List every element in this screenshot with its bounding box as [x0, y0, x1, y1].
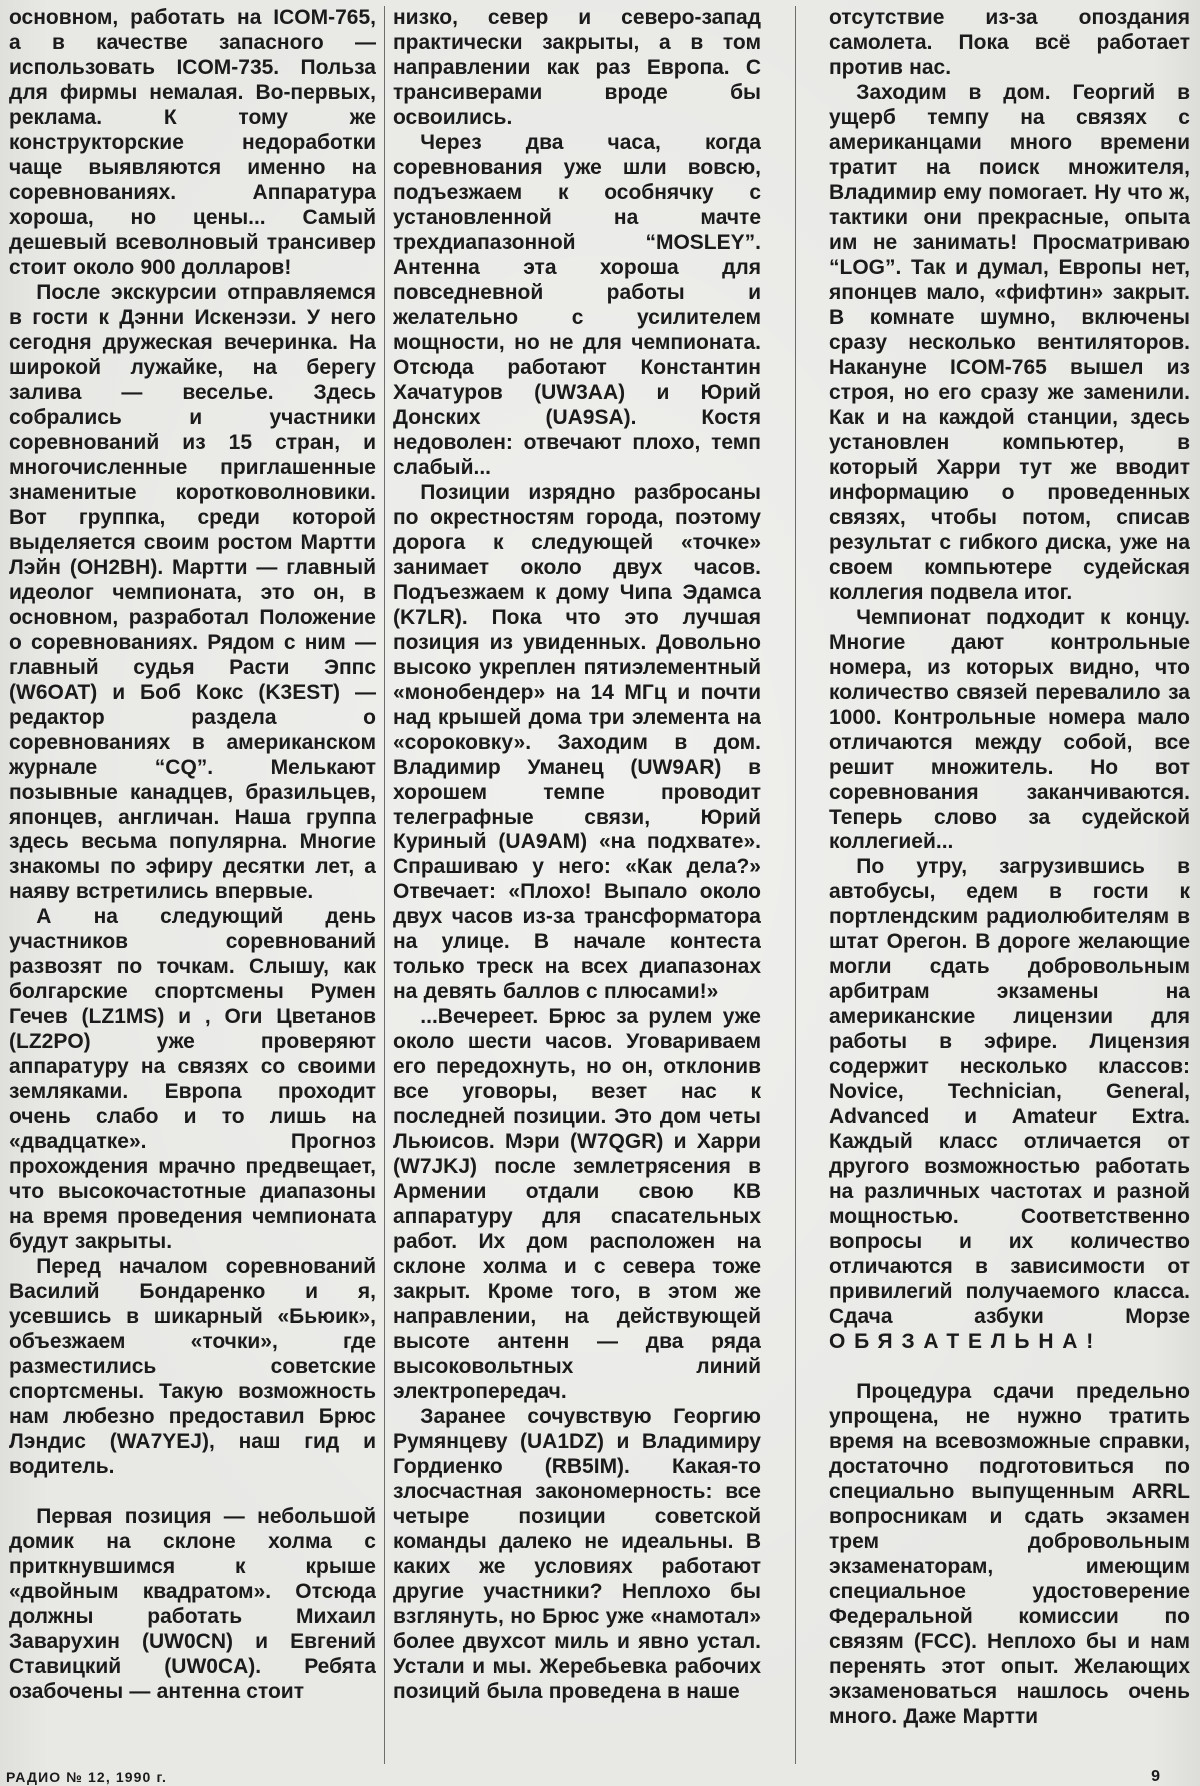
text-column-1 [9, 6, 376, 1764]
article-paragraph: Перед началом соревнований Василий Бондаренко и я, усевшись в шикарный «Бьюик», объезжаем «точки», где разместились советские спортсмены. Такую возможность нам любезно предоставил Брюс Лэндис (WA7YEJ), наш гид и водитель. [9, 1255, 376, 1479]
page-number: 9 [1151, 1768, 1160, 1785]
article-paragraph: низко, север и северо-запад практически закрыты, а в том направлении как раз Европа. С трансиверами вроде бы освоились. [393, 6, 761, 129]
column-rule [384, 6, 385, 1764]
article-paragraph: А на следующий день участников соревнований развозят по точкам. Слышу, как болгарские спортсмены Румен Гечев (LZ1MS) и , Оги Цветанов (LZ2PO) уже проверяют аппаратуру на связях со своими земляками. Европа проходит очень слабо и то лишь на «двадцатке». Прогноз прохождения мрачно предвещает, что высокочастотные диапазоны на время проведения чемпионата будут закрыты. [9, 905, 376, 1254]
article-paragraph: Через два часа, когда соревнования уже шли вовсю, подъезжаем к особнячку с установленной на мачте трехдиапазонной “MOSLEY”. Антенна эта хороша для повседневной работы и желательно с усилителем мощности, но не для чемпионата. Отсюда работают Константин Хачатуров (UW3AA) и Юрий Донских (UA9SA). Костя недоволен: отвечают плохо, темп слабый... [393, 130, 761, 479]
article-paragraph: отсутствие из-за опоздания самолета. Пока всё работает против нас. [829, 6, 1190, 79]
text-column-2 [393, 6, 761, 1764]
article-paragraph: основном, работать на ICOM-765, а в качестве запасного — использовать ICOM-735. Польза для фирмы немалая. Во-первых, реклама. К тому же конструкторские недоработки чаще выявляются именно на соревнованиях. Аппаратура хороша, но цены... Самый дешевый всеволновый трансивер стоит около 900 долларов! [9, 6, 376, 279]
text-column-3 [829, 6, 1190, 1764]
article-paragraph: После экскурсии отправляемся в гости к Дэнни Искенэзи. У него сегодня дружеская вечеринка. На широкой лужайке, на берегу залива — веселье. Здесь собрались и участники соревнований из 15 стран, и многочисленные приглашенные знаменитые коротковолновики. Вот группка, среди которой выделяется своим ростом Мартти Лэйн (OH2BH). Мартти — главный идеолог чемпионата, это он, в основном, разработал Положение о соревнованиях. Рядом с ним — главный судья Расти Эппс (W6OAT) и Боб Кокс (K3EST) — редактор раздела о соревнованиях в американском журнале “CQ”. Мелькают позывные канадцев, бразильцев, японцев, англичан. Наша группа здесь весьма популярна. Многие знакомы по эфиру десятки лет, а наяву встретились впервые. [9, 280, 376, 904]
paragraph-text: По утру, загрузившись в автобусы, едем в гости к портлендским радиолюбителям в штат Орегон. В дороге желающие могли сдать добровольным арбитрам экзамены на американские лицензии для работы в эфире. Лицензия содержит несколько классов: Novice, Technician, General, Advanced и Amateur Extra. Каждый класс отличается от другого возможностью работать на различных частотах и разной мощностью. Соответственно вопросы и их количество отличаются в зависимости от привилегий получаемого класса. Сдача азбуки Морзе [829, 855, 1190, 1329]
column-rule [795, 6, 796, 1764]
article-paragraph: Первая позиция — небольшой домик на склоне холма с приткнувшимся к крыше «двойным квадратом». Отсюда должны работать Михаил Заварухин (UW0CN) и Евгений Ставицкий (UW0CA). Ребята озабочены — антенна стоит [9, 1505, 376, 1703]
article-paragraph: Чемпионат подходит к концу. Многие дают контрольные номера, из которых видно, что количество связей перевалило за 1000. Контрольные номера мало отличаются между собой, все решит множитель. Но вот соревнования заканчиваются. Теперь слово за судейской коллегией... [829, 605, 1190, 854]
article-paragraph: ...Вечереет. Брюс за рулем уже около шести часов. Уговариваем его передохнуть, но он, отклонив все уговоры, везет нас к последней позиции. Это дом четы Льюисов. Мэри (W7QGR) и Харри (W7JKJ) после землетрясения в Армении отдали свою КВ аппаратуру для спасательных работ. Их дом расположен на склоне холма и с севера тоже закрыт. Кроме того, в этом же направлении, на действующей высоте антенн — два ряда высоковольтных линий электропередач. [393, 1005, 761, 1404]
magazine-issue-footer: РАДИО № 12, 1990 г. [6, 1769, 168, 1785]
article-paragraph: Заходим в дом. Георгий в ущерб темпу на связях с американцами много времени тратит на поиск множителя, Владимир ему помогает. Ну что ж, тактики они прекрасные, опыта им не занимать! Просматриваю “LOG”. Так и думал, Европы нет, японцев мало, «фифтин» закрыт. В комнате шумно, включены сразу несколько вентиляторов. Накануне ICOM-765 вышел из строя, но его сразу же заменили. Как и на каждой станции, здесь установлен компьютер, в который Харри тут же вводит информацию о проведенных связях, чтобы потом, списав результат с гибкого диска, уже на своем компьютере судейская коллегия подвела итог. [829, 80, 1190, 604]
article-paragraph: Позиции изрядно разбросаны по окрестностям города, поэтому дорога к следующей «точке» занимает около двух часов. Подъезжаем к дому Чипа Эдамса (K7LR). Пока что это лучшая позиция из увиденных. Довольно высоко укреплен пятиэлементный «монобендер» на 14 МГц и почти над крышей дома три элемента на «сороковку». Заходим в дом. Владимир Уманец (UW9AR) в хорошем темпе проводит телеграфные связи, Юрий Куриный (UA9AM) «на подхвате». Спрашиваю у него: «Как дела?» Отвечает: «Плохо! Выпало около двух часов из-за трансформатора на улице. В начале контеста только треск на всех диапазонах на девять баллов с плюсами!» [393, 480, 761, 1004]
article-paragraph: Процедура сдачи предельно упрощена, не нужно тратить время на всевозможные справки, достаточно подготовиться по специально выпущенным ARRL вопросникам и сдать экзамен трем добровольным экзаменаторам, имеющим специальное удостоверение Федеральной комиссии по связям (FCC). Неплохо бы и нам перенять этот опыт. Желающих экзаменоваться нашлось очень много. Даже Мартти [829, 1380, 1190, 1728]
article-paragraph: Заранее сочувствую Георгию Румянцеву (UA1DZ) и Владимиру Гордиенко (RB5IM). Какая-то злосчастная закономерность: все четыре позиции советской команды далеко не идеальны. В каких же условиях работают другие участники? Неплохо бы взглянуть, но Брюс уже «намотал» более двухсот миль и явно устал. Устали и мы. Жеребьевка рабочих позиций была проведена в наше [393, 1405, 761, 1703]
emphasized-text: ОБЯЗАТЕЛЬНА! [829, 1330, 1103, 1354]
article-paragraph [829, 855, 1190, 1355]
